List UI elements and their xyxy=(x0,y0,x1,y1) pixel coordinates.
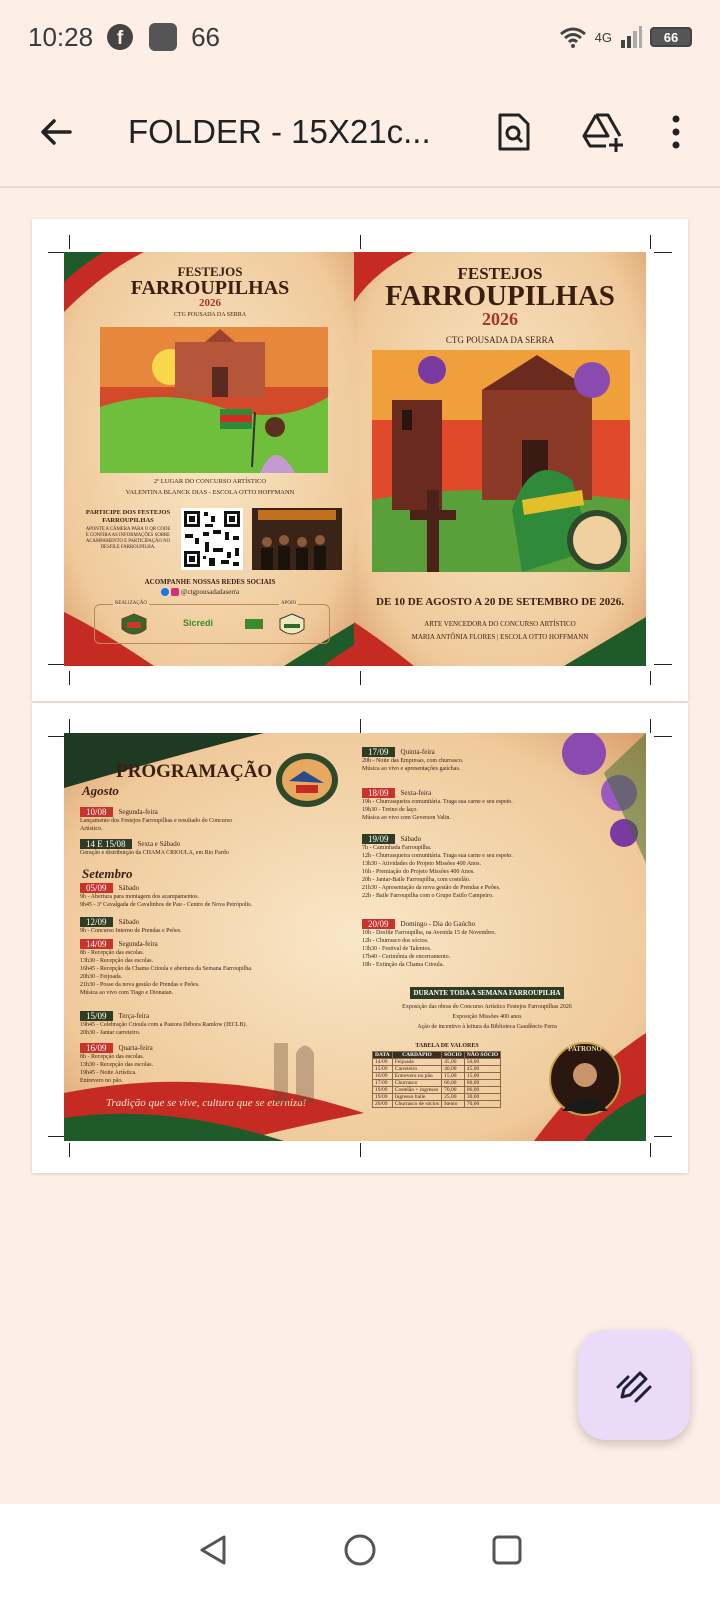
schedule-line: 22h - Baile Farroupilha com o Grupo Estilo Campeiro. xyxy=(362,893,494,899)
program-title: PROGRAMAÇÃO xyxy=(116,761,273,782)
table-cell: 40,00 xyxy=(442,1066,465,1073)
table-cell: Feijoada xyxy=(392,1059,441,1066)
date-badge: 15/09 xyxy=(80,1011,113,1021)
pen-edit-icon xyxy=(614,1365,654,1405)
crop-mark xyxy=(654,736,672,737)
battery-icon: 66 xyxy=(650,27,692,47)
date-badge: 18/09 xyxy=(362,788,395,798)
winner-caption: ARTE VENCEDORA DO CONCURSO ARTÍSTICO xyxy=(424,620,576,628)
ctg-name-small: CTG POUSADA DA SERRA xyxy=(173,312,247,318)
table-cell: Isento xyxy=(442,1101,465,1108)
table-row xyxy=(373,1059,501,1066)
clock: 10:28 xyxy=(28,21,94,52)
social-handle-row xyxy=(161,588,239,596)
schedule-line: 13h30 - Recepção das escolas. xyxy=(80,1062,154,1068)
search-document-button[interactable] xyxy=(482,100,546,164)
table-row xyxy=(373,1080,501,1087)
artwork-ruins-drawing xyxy=(100,327,328,473)
app-toolbar xyxy=(0,80,720,184)
schedule-line: Música ao vivo com Geverson Valin. xyxy=(362,815,451,821)
table-row xyxy=(373,1073,501,1080)
weekday-label: Sábado xyxy=(118,884,140,892)
table-cell: 19/09 xyxy=(373,1087,393,1094)
table-cell: 30,00 xyxy=(464,1094,500,1101)
schedule-line: 19h30 - Treino de laço. xyxy=(362,807,418,813)
schedule-line: 21h30 - Posse da nova gestão de Prendas e Peões. xyxy=(80,982,200,988)
price-table xyxy=(372,1051,501,1108)
program-entry xyxy=(80,939,252,997)
ctg-name: CTG POUSADA DA SERRA xyxy=(445,335,555,345)
table-cell: 60,00 xyxy=(442,1080,465,1087)
add-to-drive-button[interactable] xyxy=(572,100,636,164)
table-cell: Entrevero no pão xyxy=(392,1073,441,1080)
table-cell: 45,00 xyxy=(442,1059,465,1066)
weekday-label: Sexta e Sábado xyxy=(137,840,181,848)
table-cell: Churrasco de sócios xyxy=(392,1101,441,1108)
column-header: CARDÁPIO xyxy=(392,1052,441,1059)
semana-heading: DURANTE TODA A SEMANA FARROUPILHA xyxy=(410,987,564,999)
weekday-label: Segunda-feira xyxy=(118,808,158,816)
schedule-line: 19h45 - Noite Artística. xyxy=(80,1070,137,1076)
participe-heading: PARTICIPE DOS FESTEJOS FARROUPILHAS xyxy=(85,509,171,524)
price-table-title: TABELA DE VALORES xyxy=(415,1043,479,1049)
crop-mark xyxy=(650,235,651,249)
status-icons xyxy=(559,26,692,48)
table-row xyxy=(373,1101,501,1108)
program-entry xyxy=(362,834,513,900)
schedule-line: 19h45 - Celebração Crioula com a Pastora Débora Ramlow (IECLB). xyxy=(80,1022,247,1028)
crop-mark xyxy=(69,235,70,249)
qr-instructions: APONTE A CÂMERA PARA O QR CODE E CONFIRA AS INFORMAÇÕES SOBRE ACAMPAMENTO E PARTICIPAÇÃO NO DESFILE FARROUPILHA. xyxy=(85,527,171,550)
table-cell: 19/09 xyxy=(373,1094,393,1101)
social-heading: ACOMPANHE NOSSAS REDES SOCIAIS xyxy=(144,578,276,586)
schedule-line: 20h30 - Feijoada. xyxy=(80,974,123,980)
schedule-line: Música ao vivo com Tiago e Dionatan. xyxy=(80,990,174,996)
schedule-line: 20h - Jantar-Baile Farroupilha, com costelão. xyxy=(362,877,471,883)
instagram-handle[interactable]: @ctgpousadadaserra xyxy=(181,588,240,596)
crop-mark xyxy=(654,1136,672,1137)
program-entry xyxy=(362,747,463,773)
slogan: Tradição que se vive, cultura que se eterniza! xyxy=(106,1097,307,1109)
crop-mark xyxy=(69,719,70,733)
signal-icon xyxy=(620,26,642,48)
program-entry xyxy=(80,807,232,833)
weekday-label: Sábado xyxy=(118,918,140,926)
program-entry xyxy=(80,883,252,909)
schedule-line: 9h - Concurso Interno de Prendas e Peões. xyxy=(80,928,182,934)
qr-code[interactable] xyxy=(181,508,243,570)
date-badge: 10/08 xyxy=(80,807,113,817)
network-type: 4G xyxy=(594,29,612,45)
table-cell: 80,00 xyxy=(464,1080,500,1087)
ctg-crest-logo xyxy=(121,613,147,639)
facebook-icon xyxy=(161,588,169,596)
month-agosto: Agosto xyxy=(82,783,119,798)
date-badge: 14 E 15/08 xyxy=(80,839,132,849)
month-setembro: Setembro xyxy=(82,866,133,881)
more-vert-icon xyxy=(672,115,680,149)
weekday-label: Quarta-feira xyxy=(118,1044,153,1052)
date-badge: 16/09 xyxy=(80,1043,113,1053)
festival-year: 2026 xyxy=(482,309,518,329)
program-entry xyxy=(80,1043,153,1085)
circle-home-icon xyxy=(343,1533,377,1567)
weekday-label: Quinta-feira xyxy=(400,748,435,756)
baile-farroupilha-photo xyxy=(252,508,342,570)
table-cell: 15/09 xyxy=(373,1066,393,1073)
app-notification-icon xyxy=(149,23,177,51)
toolbar-divider xyxy=(0,186,720,188)
ctg-crest-logo xyxy=(274,751,340,809)
column-header: SÓCIO xyxy=(442,1052,465,1059)
table-cell: 15,00 xyxy=(464,1073,500,1080)
art-caption-place: 2º LUGAR DO CONCURSO ARTÍSTICO xyxy=(153,478,267,485)
crop-mark xyxy=(650,1143,651,1157)
instagram-icon xyxy=(171,588,179,596)
sicredi-logo: Sicredi xyxy=(183,618,214,628)
nav-home-button[interactable] xyxy=(343,1533,377,1572)
weekday-label: Terça-feira xyxy=(118,1012,150,1020)
schedule-line: 9h - Abertura para montagem dos acampamentos. xyxy=(80,894,200,900)
table-cell: 25,00 xyxy=(442,1094,465,1101)
winner-author: MARIA ANTÔNIA FLORES | ESCOLA OTTO HOFFMANN xyxy=(411,633,589,641)
facebook-notification-icon: f xyxy=(107,24,133,50)
date-badge: 12/09 xyxy=(80,917,113,927)
table-row xyxy=(373,1087,501,1094)
table-header-row xyxy=(373,1052,501,1059)
status-bar xyxy=(0,0,720,74)
schedule-line: 12h - Churrasco dos sócios. xyxy=(362,938,429,944)
schedule-line: 8h - Recepção das escolas. xyxy=(80,950,145,956)
schedule-line: 13h30 - Atividades do Projeto Missões 400 Anos. xyxy=(362,861,482,867)
drive-add-icon xyxy=(582,112,626,152)
apoio-label: APOIO xyxy=(281,601,297,606)
event-dates: DE 10 DE AGOSTO A 20 DE SETEMBRO DE 2026. xyxy=(376,596,624,608)
apoio-crest-logo xyxy=(279,613,305,639)
table-cell: 45,00 xyxy=(464,1066,500,1073)
system-nav-bar xyxy=(0,1504,720,1600)
crop-mark xyxy=(360,1143,361,1157)
table-cell: Carreteiro xyxy=(392,1066,441,1073)
artwork-missions-drawing xyxy=(372,350,630,572)
table-cell: 20/09 xyxy=(373,1101,393,1108)
folder-cover-panel xyxy=(354,252,646,666)
schedule-line: 17h40 - Cerimônia de encerramento. xyxy=(362,954,451,960)
date-badge: 14/09 xyxy=(80,939,113,949)
schedule-line: 18h - Extinção da Chama Crioula. xyxy=(362,962,444,968)
date-badge: 19/09 xyxy=(362,834,395,844)
date-badge: 17/09 xyxy=(362,747,395,757)
table-cell: 80,00 xyxy=(464,1087,500,1094)
schedule-line: 12h - Churrasqueira comunitária. Traga sua carne e seu espeto. xyxy=(362,853,513,859)
column-header: DATA xyxy=(373,1052,393,1059)
triangle-back-icon xyxy=(196,1533,230,1567)
date-badge: 05/09 xyxy=(80,883,113,893)
realizacao-label: REALIZAÇÃO xyxy=(115,601,147,606)
table-cell: Ingresso baile xyxy=(392,1094,441,1101)
arrow-left-icon xyxy=(38,114,74,150)
nav-back-button[interactable] xyxy=(196,1533,230,1572)
table-row xyxy=(373,1066,501,1073)
patrono-label: PATRONO xyxy=(568,1045,602,1053)
schedule-line: 19h - Churrasqueira comunitária. Traga sua carne e seu espeto. xyxy=(362,799,513,805)
schedule-line: Lançamento dos Festejos Farroupilhas e resultado do Concurso xyxy=(80,818,233,824)
schedule-line: 13h30 - Festival de Talentos. xyxy=(362,946,432,952)
table-cell: 50,00 xyxy=(464,1059,500,1066)
schedule-line: 10h - Desfile Farroupilha, na Avenida 15 de Novembro. xyxy=(362,930,496,936)
square-recents-icon xyxy=(490,1533,524,1567)
program-entry xyxy=(80,917,182,935)
table-cell: 15,00 xyxy=(442,1073,465,1080)
program-spread xyxy=(64,733,646,1141)
document-title: FOLDER - 15X21c... xyxy=(128,113,431,150)
schedule-line: 8h - Recepção das escolas. xyxy=(80,1054,145,1060)
weekday-label: Segunda-feira xyxy=(118,940,158,948)
date-badge: 20/09 xyxy=(362,919,395,929)
crop-mark xyxy=(69,1143,70,1157)
weekday-label: Sexta-feira xyxy=(400,789,432,797)
program-entry xyxy=(80,1011,247,1037)
pdf-page-1[interactable] xyxy=(32,219,688,701)
ruins-illustration xyxy=(260,1033,330,1103)
back-button[interactable] xyxy=(24,100,88,164)
schedule-line: 20h - Noite das Empresas, com churrasco. xyxy=(362,758,464,764)
crop-mark xyxy=(360,671,361,685)
festival-title: FESTEJOS xyxy=(457,264,543,283)
table-cell: Churrasco xyxy=(392,1080,441,1087)
crop-mark xyxy=(650,719,651,733)
festival-title-small: FESTEJOS xyxy=(177,264,243,279)
table-row xyxy=(373,1094,501,1101)
schedule-line: 21h30 - Apresentação da nova gestão de Prendas e Peões. xyxy=(362,885,501,891)
program-entry xyxy=(362,788,513,822)
schedule-line: 20h30 - Jantar carreteiro. xyxy=(80,1030,141,1036)
table-cell: 16/09 xyxy=(373,1073,393,1080)
semana-line: Ação de incentivo à leitura da Biblioteca Gaudêncio Ferra xyxy=(417,1024,557,1030)
schedule-line: Entrevero no pão. xyxy=(80,1078,123,1084)
crop-mark xyxy=(654,252,672,253)
schedule-line: 7h - Caminhada Farroupilha. xyxy=(362,845,432,851)
semana-line: Exposição Missões 400 anos xyxy=(452,1014,522,1020)
schedule-line: 16h - Premiação do Projeto Missões 400 Anos. xyxy=(362,869,475,875)
table-cell: 70,00 xyxy=(442,1087,465,1094)
notification-count: 66 xyxy=(191,21,220,52)
schedule-line: Artístico. xyxy=(80,826,103,832)
program-entry xyxy=(80,839,229,857)
column-header: NÃO SÓCIO xyxy=(464,1052,500,1059)
crop-mark xyxy=(360,719,361,733)
schedule-line: Geração e distribuição da CHAMA CRIOULA, em Rio Pardo xyxy=(80,850,229,856)
festival-name: FARROUPILHAS xyxy=(385,280,615,312)
wifi-icon xyxy=(559,26,587,48)
edit-fab-button[interactable] xyxy=(578,1330,690,1440)
more-options-button[interactable] xyxy=(656,100,696,164)
pdf-page-2[interactable] xyxy=(32,703,688,1173)
crop-mark xyxy=(650,671,651,685)
crop-mark xyxy=(360,235,361,249)
crop-mark xyxy=(69,671,70,685)
sponsor-logo xyxy=(245,619,263,629)
table-cell: 14/09 xyxy=(373,1059,393,1066)
festival-year-small: 2026 xyxy=(199,297,221,309)
crop-mark xyxy=(654,664,672,665)
program-entry xyxy=(362,919,496,969)
folder-back-panel xyxy=(64,252,356,666)
schedule-line: 13h30 - Recepção das escolas. xyxy=(80,958,154,964)
weekday-label: Sábado xyxy=(400,835,422,843)
semana-line: Exposição das obras do Concurso Artístico Festejos Farroupilhas 2026 xyxy=(402,1004,572,1010)
art-caption-author: VALENTINA BLANCK DIAS - ESCOLA OTTO HOFFMANN xyxy=(125,489,295,496)
nav-recents-button[interactable] xyxy=(490,1533,524,1572)
schedule-line: 16h45 - Recepção da Chama Crioula e abertura da Semana Farroupilha. xyxy=(80,966,253,972)
table-cell: 70,00 xyxy=(464,1101,500,1108)
table-cell: 17/09 xyxy=(373,1080,393,1087)
sponsors-box xyxy=(94,601,330,644)
festival-name-small: FARROUPILHAS xyxy=(130,277,290,299)
table-cell: Costelão + ingresso xyxy=(392,1087,441,1094)
document-search-icon xyxy=(497,112,531,152)
weekday-label: Domingo - Dia do Gaúcho xyxy=(400,920,476,928)
schedule-line: 9h45 - 3ª Cavalgada de Cavalinhos de Pau - Centro de Nova Petrópolis. xyxy=(80,902,253,908)
schedule-line: Música ao vivo e apresentações gaúchas. xyxy=(362,766,461,772)
